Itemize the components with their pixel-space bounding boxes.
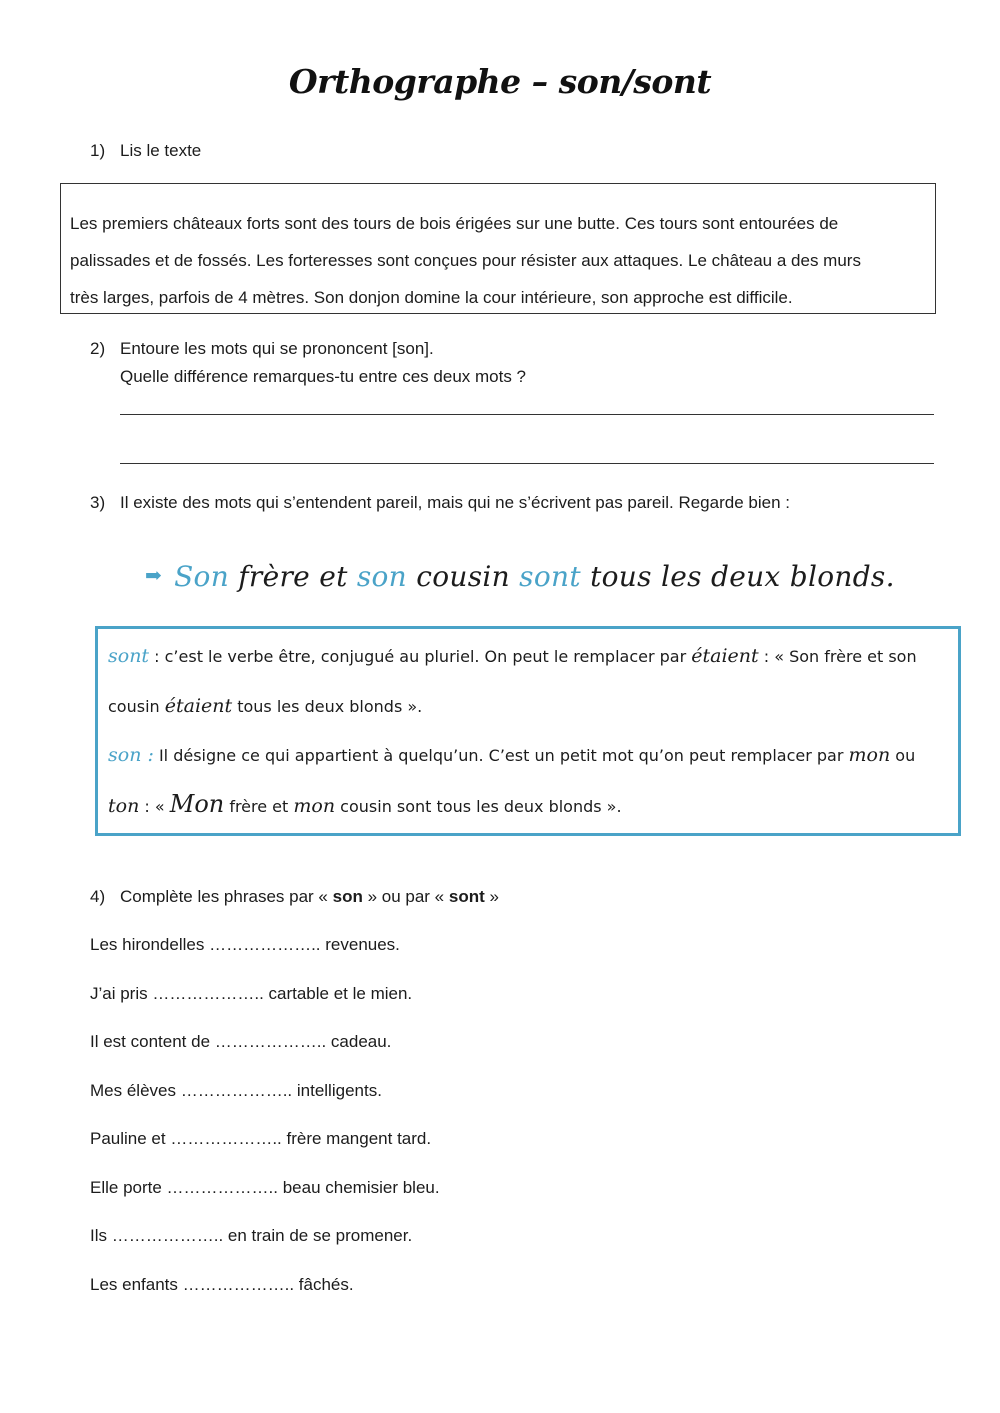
rule-sont-line-2: [108, 689, 948, 735]
example-word-son-capital: Son: [174, 560, 230, 593]
question-4-number: 4): [90, 887, 106, 906]
rule-sont-def-c: tous les deux blonds ».: [232, 697, 423, 716]
question-3: [90, 493, 790, 513]
example-word-son: son: [356, 560, 408, 593]
rule-etaient-word-2: étaient: [164, 695, 233, 717]
question-2: [90, 339, 434, 359]
question-2-line-1: Entoure les mots qui se prononcent [son].: [120, 339, 434, 358]
rule-cousin: cousin: [108, 697, 165, 716]
question-4-son: son: [332, 887, 363, 906]
question-4-label-a: Complète les phrases par «: [120, 887, 333, 906]
exercise-sentence[interactable]: Les enfants ……………….. fâchés.: [90, 1275, 354, 1294]
rule-mon-word: mon: [848, 744, 891, 766]
answer-line-2[interactable]: [120, 463, 934, 464]
rule-son-def-d: frère et: [224, 797, 294, 816]
exercise-sentence[interactable]: J’ai pris ……………….. cartable et le mien.: [90, 984, 413, 1003]
exercise-sentence[interactable]: Elle porte ……………….. beau chemisier bleu.: [90, 1178, 440, 1197]
question-4-label-c: »: [484, 887, 499, 906]
example-word-rest: tous les deux blonds.: [590, 560, 895, 593]
exercise-sentence[interactable]: Il est content de ……………….. cadeau.: [90, 1032, 392, 1051]
rule-son-def-b: ou: [890, 746, 916, 765]
rule-sont-def-b: : « Son frère et son: [758, 647, 917, 666]
rule-son-word: son :: [108, 744, 154, 766]
rule-mon-capital-word: Mon: [169, 790, 225, 818]
question-2-line-2: Quelle différence remarques-tu entre ces deux mots ?: [120, 367, 527, 386]
rule-mon-word-2: mon: [293, 795, 336, 817]
question-1-number: 1): [90, 141, 106, 160]
question-1-label: Lis le texte: [120, 141, 202, 160]
question-4-sont: sont: [448, 887, 485, 906]
question-4-label-b: » ou par «: [362, 887, 449, 906]
rule-ton-word: ton: [108, 795, 140, 817]
exercise-sentence[interactable]: Mes élèves ……………….. intelligents.: [90, 1081, 382, 1100]
rule-son-line-1: [108, 735, 948, 787]
exercise-sentence[interactable]: Pauline et ……………….. frère mangent tard.: [90, 1129, 432, 1148]
exercise-sentence[interactable]: Ils ……………….. en train de se promener.: [90, 1226, 413, 1245]
page-title: Orthographe – son/sont: [288, 62, 712, 101]
rule-son-line-2: [108, 787, 948, 827]
rule-box: [95, 626, 961, 836]
rule-sont-line-1: [108, 641, 948, 689]
rule-sont-word: sont: [108, 645, 150, 667]
reading-text-line: Les premiers châteaux forts sont des tours de bois érigées sur une butte. Ces tours sont entourées de: [70, 214, 839, 233]
rule-son-def-a: Il désigne ce qui appartient à quelqu’un. C’est un petit mot qu’on peut remplacer par: [153, 746, 849, 765]
rule-son-def-e: cousin sont tous les deux blonds ».: [335, 797, 622, 816]
question-1: [90, 141, 201, 161]
answer-line-1[interactable]: [120, 414, 934, 415]
reading-text-box: [60, 183, 936, 314]
question-3-label: Il existe des mots qui s’entendent pareil, mais qui ne s’écrivent pas pareil. Regarde bien :: [120, 493, 790, 512]
question-3-number: 3): [90, 493, 106, 512]
exercise-sentence[interactable]: Les hirondelles ……………….. revenues.: [90, 935, 400, 954]
rule-son-def-c: : «: [139, 797, 170, 816]
example-word-frere-et: frère et: [238, 560, 348, 593]
reading-text-line: très larges, parfois de 4 mètres. Son donjon domine la cour intérieure, son approche est difficile.: [70, 288, 793, 307]
question-2-number: 2): [90, 339, 106, 358]
question-4: [90, 887, 499, 907]
rule-etaient-word: étaient: [691, 645, 759, 667]
rule-sont-def-a: : c’est le verbe être, conjugué au pluriel. On peut le remplacer par: [149, 647, 692, 666]
example-word-sont: sont: [519, 560, 581, 593]
reading-text-line: palissades et de fossés. Les forteresses sont conçues pour résister aux attaques. Le château a des murs: [70, 251, 861, 270]
example-sentence: [145, 560, 895, 593]
example-word-cousin: cousin: [416, 560, 510, 593]
arrow-right-icon: ➡: [145, 563, 163, 587]
